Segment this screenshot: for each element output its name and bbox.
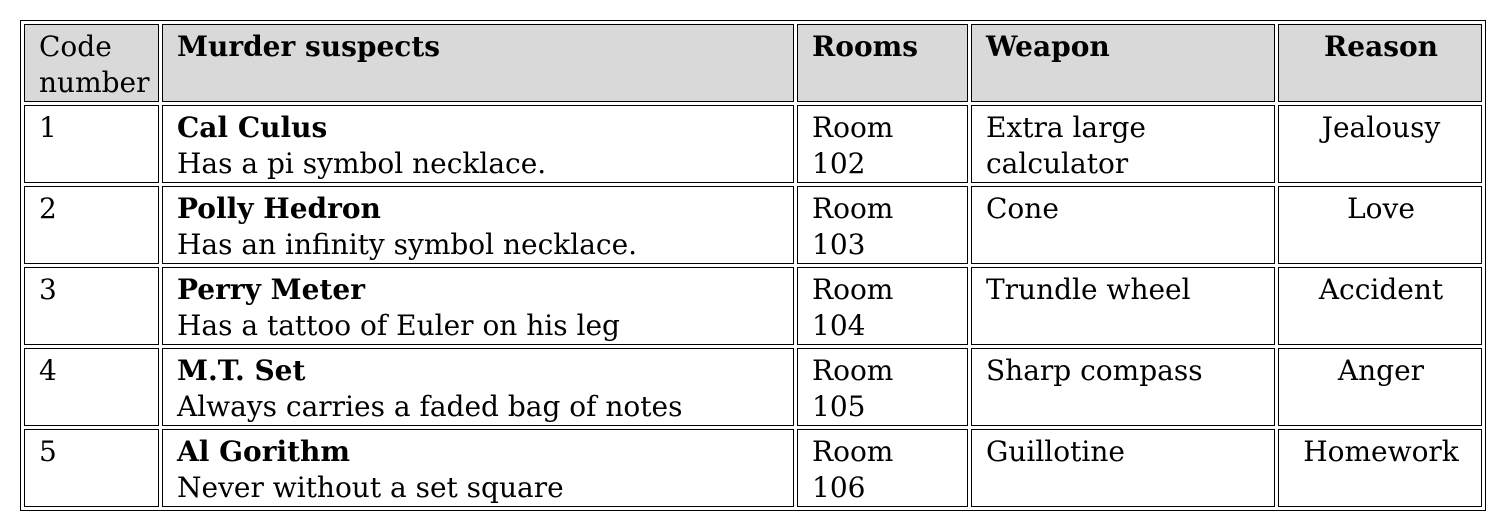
cell-room: Room 103 [797, 186, 968, 264]
cell-suspect [162, 348, 794, 426]
suspect-name: Polly Hedron [177, 192, 381, 225]
table-row [24, 267, 1482, 345]
header-murder-suspects: Murder suspects [162, 24, 794, 102]
header-weapon: Weapon [971, 24, 1275, 102]
cell-weapon: Guillotine [971, 429, 1275, 507]
suspect-description: Has a tattoo of Euler on his leg [177, 309, 620, 342]
suspect-name: Cal Culus [177, 111, 328, 144]
header-reason: Reason [1278, 24, 1482, 102]
cell-weapon: Trundle wheel [971, 267, 1275, 345]
suspect-name: M.T. Set [177, 354, 306, 387]
header-code-number: Code number [24, 24, 159, 102]
cell-code: 5 [24, 429, 159, 507]
cell-room: Room 104 [797, 267, 968, 345]
cell-code: 4 [24, 348, 159, 426]
suspect-description: Has a pi symbol necklace. [177, 147, 547, 180]
table-header [24, 24, 1482, 102]
cell-suspect [162, 186, 794, 264]
cell-suspect [162, 267, 794, 345]
cell-weapon: Sharp compass [971, 348, 1275, 426]
cell-reason: Anger [1278, 348, 1482, 426]
cell-code: 1 [24, 105, 159, 183]
cell-suspect [162, 429, 794, 507]
suspect-description: Has an infinity symbol necklace. [177, 228, 638, 261]
table-row [24, 105, 1482, 183]
cell-suspect [162, 105, 794, 183]
cell-room: Room 102 [797, 105, 968, 183]
table-body [24, 105, 1482, 507]
suspect-description: Always carries a faded bag of notes [177, 390, 683, 423]
suspect-description: Never without a set square [177, 471, 564, 504]
header-row [24, 24, 1482, 102]
suspect-name: Perry Meter [177, 273, 365, 306]
cell-reason: Love [1278, 186, 1482, 264]
suspects-table [20, 20, 1486, 511]
cell-room: Room 106 [797, 429, 968, 507]
cell-code: 2 [24, 186, 159, 264]
cell-room: Room 105 [797, 348, 968, 426]
table-row [24, 348, 1482, 426]
suspect-name: Al Gorithm [177, 435, 351, 468]
cell-weapon: Extra large calculator [971, 105, 1275, 183]
table-row [24, 186, 1482, 264]
cell-weapon: Cone [971, 186, 1275, 264]
header-rooms: Rooms [797, 24, 968, 102]
cell-reason: Accident [1278, 267, 1482, 345]
cell-reason: Jealousy [1278, 105, 1482, 183]
table-row [24, 429, 1482, 507]
document-page [20, 20, 1478, 511]
cell-code: 3 [24, 267, 159, 345]
cell-reason: Homework [1278, 429, 1482, 507]
